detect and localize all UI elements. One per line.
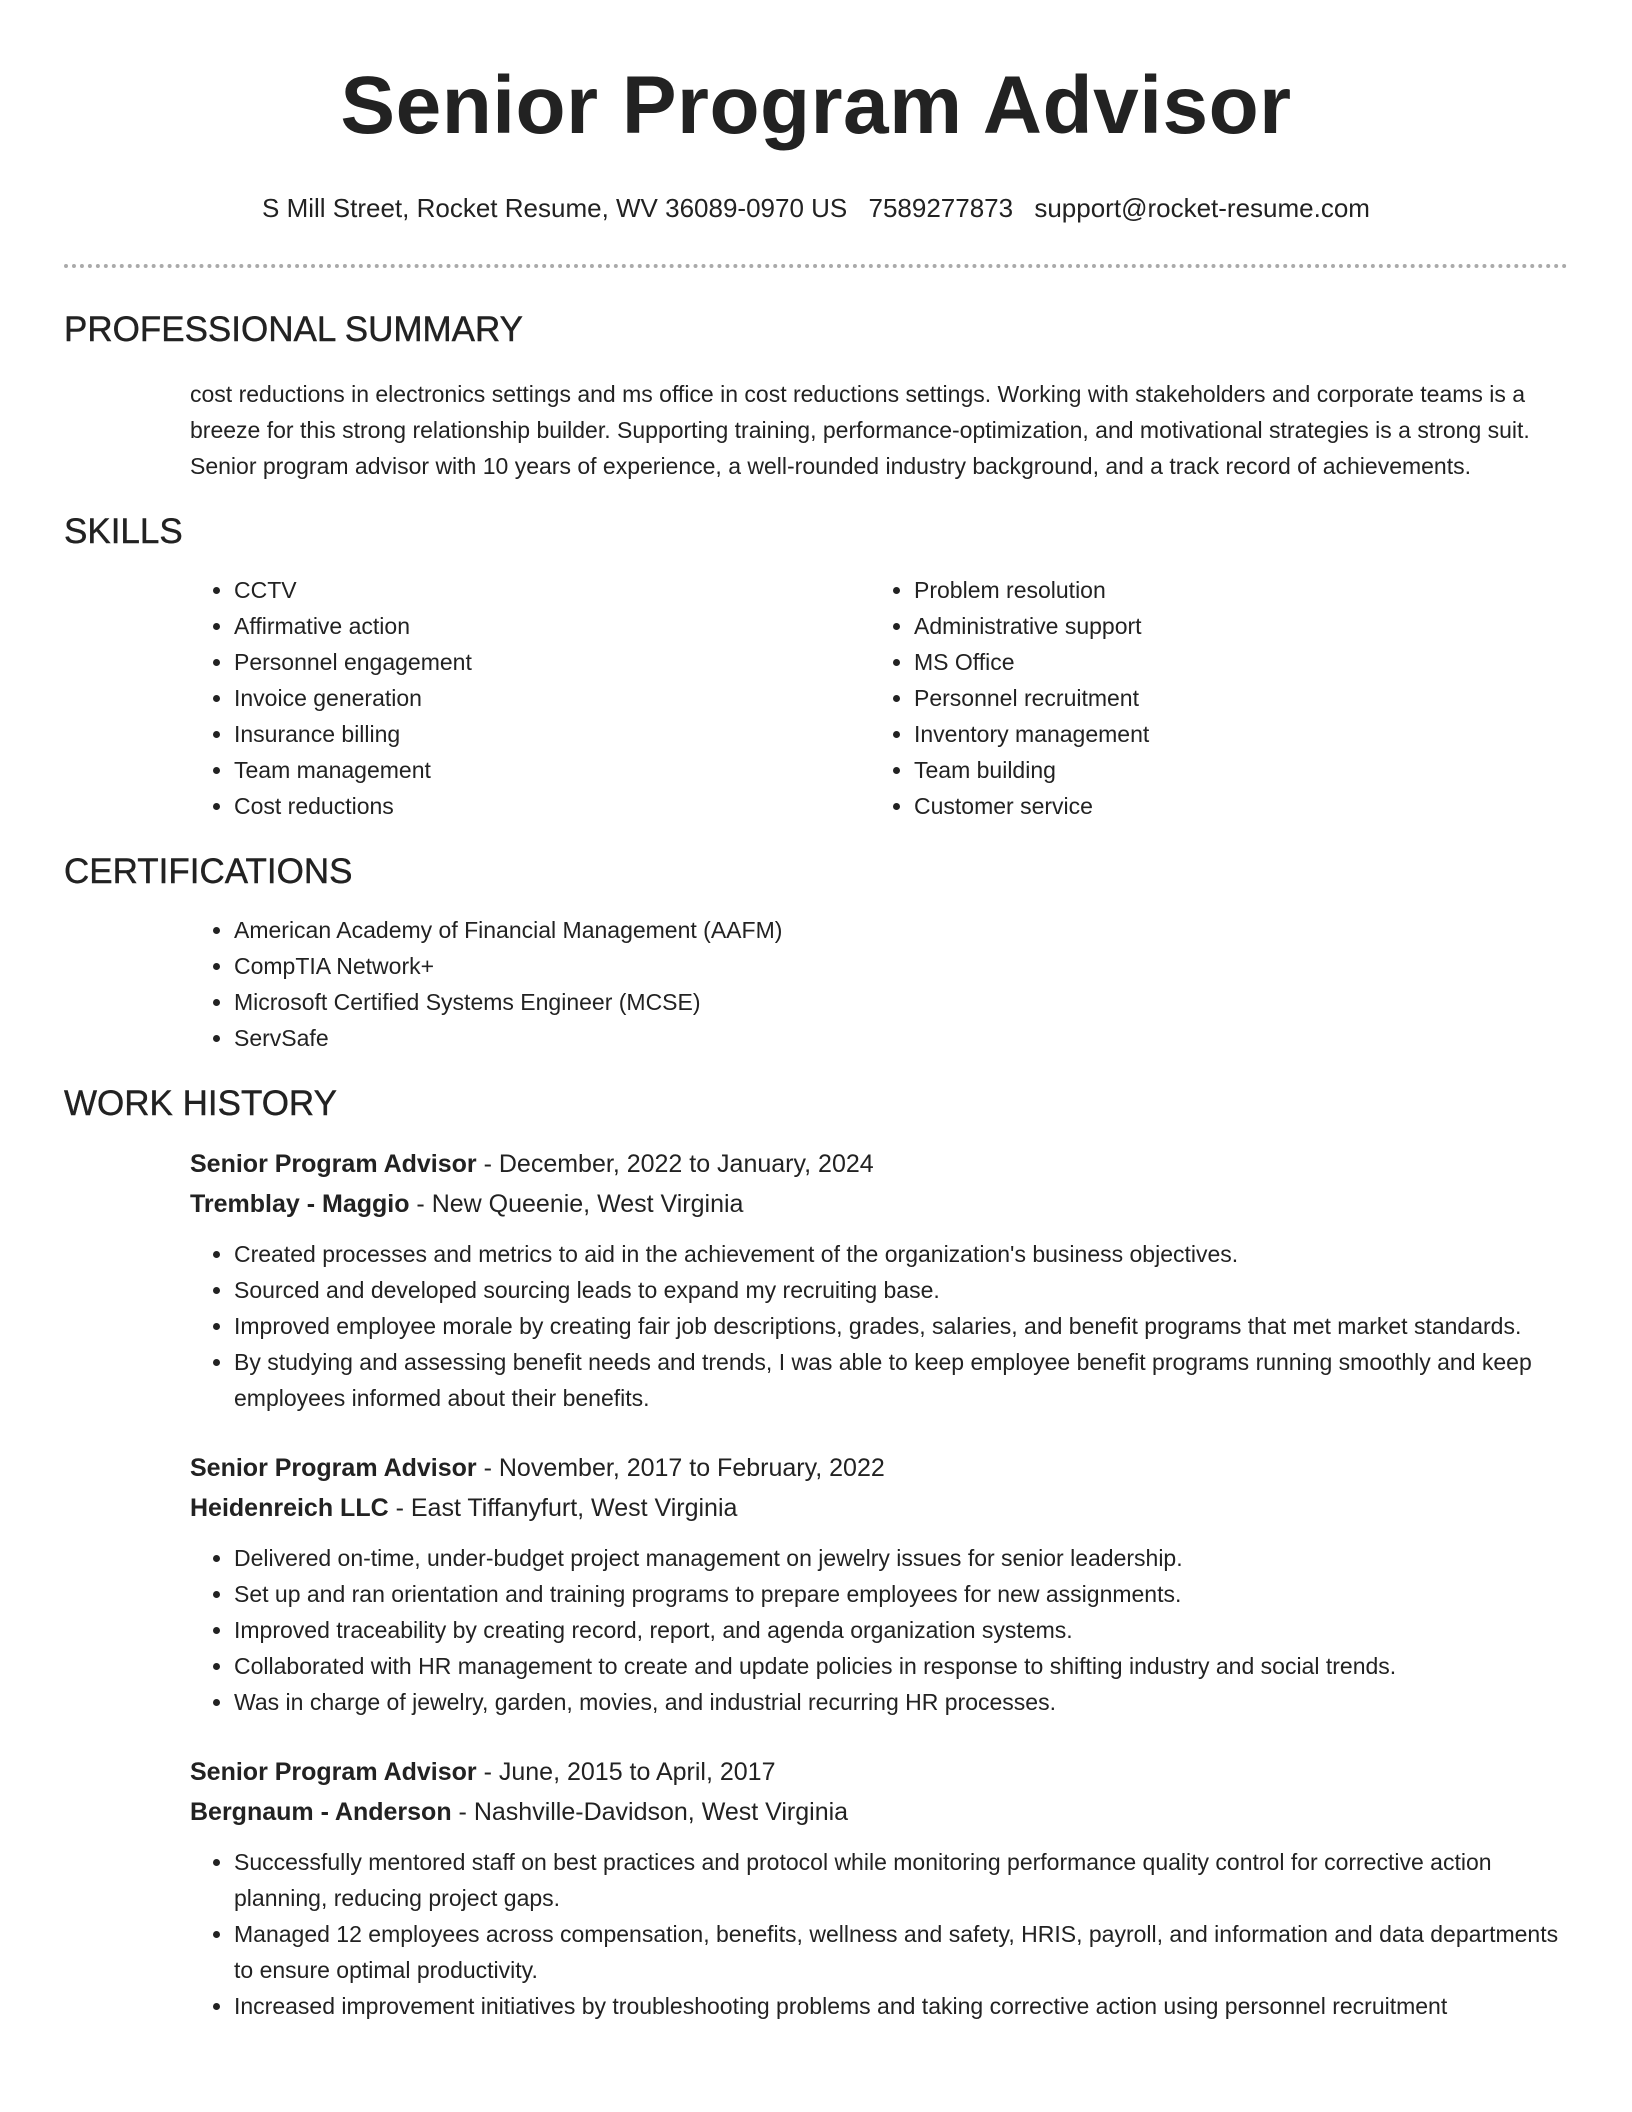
job-entry (190, 1144, 1568, 1416)
job-bullets (190, 1844, 1568, 2024)
skills-list-right (870, 572, 1568, 824)
skill-item: • Administrative support (914, 608, 1568, 644)
skill-item: • Inventory management (914, 716, 1568, 752)
job-company: Heidenreich LLC (190, 1494, 389, 1522)
summary-heading: PROFESSIONAL SUMMARY (64, 310, 523, 349)
skills-heading: SKILLS (64, 512, 183, 551)
contact-address: S Mill Street, Rocket Resume, WV 36089-0970 US (262, 193, 848, 223)
skills-section (64, 510, 1568, 824)
skill-item: • Team management (234, 752, 870, 788)
skill-item: • Affirmative action (234, 608, 870, 644)
job-company-line (190, 1184, 1568, 1224)
job-company: Bergnaum - Anderson (190, 1798, 452, 1826)
job-location: - Nashville-Davidson, West Virginia (451, 1798, 849, 1826)
job-title-line (190, 1448, 1568, 1488)
job-bullet: • Managed 12 employees across compensation, benefits, wellness and safety, HRIS, payroll, and information and data departments to ensure optimal productivity. (234, 1916, 1568, 1988)
skill-item: • Personnel recruitment (914, 680, 1568, 716)
job-bullet: • Collaborated with HR management to create and update policies in response to shifting industry and social trends. (234, 1648, 1568, 1684)
certification-item: • CompTIA Network+ (234, 948, 1568, 984)
job-bullet: • By studying and assessing benefit needs and trends, I was able to keep employee benefit programs running smoothly and keep employees informed about their benefits. (234, 1344, 1568, 1416)
skill-item: • MS Office (914, 644, 1568, 680)
skill-item: • Customer service (914, 788, 1568, 824)
certification-item: • American Academy of Financial Management (AAFM) (234, 912, 1568, 948)
job-title-line (190, 1144, 1568, 1184)
job-bullet: • Created processes and metrics to aid in the achievement of the organization's business objectives. (234, 1236, 1568, 1272)
job-bullet: • Successfully mentored staff on best practices and protocol while monitoring performance quality control for corrective action planning, reducing project gaps. (234, 1844, 1568, 1916)
skill-item: • Personnel engagement (234, 644, 870, 680)
job-dates: - December, 2022 to January, 2024 (476, 1150, 874, 1178)
certifications-list (190, 912, 1568, 1056)
job-bullet: • Delivered on-time, under-budget project management on jewelry issues for senior leadership. (234, 1540, 1568, 1576)
job-bullet: • Increased improvement initiatives by troubleshooting problems and taking corrective action using personnel recruitment (234, 1988, 1568, 2024)
job-company-line (190, 1792, 1568, 1832)
job-role: Senior Program Advisor (190, 1454, 477, 1482)
skill-item: • Invoice generation (234, 680, 870, 716)
job-location: - East Tiffanyfurt, West Virginia (388, 1494, 738, 1522)
job-role: Senior Program Advisor (190, 1758, 477, 1786)
resume-name: Senior Program Advisor (340, 60, 1292, 151)
job-bullet: • Was in charge of jewelry, garden, movies, and industrial recurring HR processes. (234, 1684, 1568, 1720)
skills-list-left (190, 572, 870, 824)
job-location: - New Queenie, West Virginia (409, 1190, 744, 1218)
job-role: Senior Program Advisor (190, 1150, 477, 1178)
job-bullet: • Set up and ran orientation and training programs to prepare employees for new assignments. (234, 1576, 1568, 1612)
job-entry (190, 1448, 1568, 1720)
job-bullets (190, 1540, 1568, 1720)
job-company: Tremblay - Maggio (190, 1190, 410, 1218)
job-title-line (190, 1752, 1568, 1792)
certification-item: • Microsoft Certified Systems Engineer (MCSE) (234, 984, 1568, 1020)
certifications-heading: CERTIFICATIONS (64, 852, 353, 891)
professional-summary-section (64, 308, 1568, 484)
work-history-section (64, 1082, 1568, 2024)
contact-email: support@rocket-resume.com (1034, 193, 1370, 223)
summary-text: cost reductions in electronics settings and ms office in cost reductions settings. Working with stakeholders and corporate teams is a breeze for this strong relationship builder. Supporting training, performance-optimization, and motivational strategies is a strong suit. Senior program advisor with 10 years of experience, a well-rounded industry background, and a track record of achievements. (190, 381, 1530, 479)
skill-item: • Insurance billing (234, 716, 870, 752)
job-dates: - June, 2015 to April, 2017 (476, 1758, 776, 1786)
work-history-heading: WORK HISTORY (64, 1084, 337, 1123)
certifications-section (64, 850, 1568, 1056)
skill-item: • Team building (914, 752, 1568, 788)
job-bullet: • Improved traceability by creating record, report, and agenda organization systems. (234, 1612, 1568, 1648)
skill-item: • Problem resolution (914, 572, 1568, 608)
job-company-line (190, 1488, 1568, 1528)
certification-item: • ServSafe (234, 1020, 1568, 1056)
contact-line (64, 192, 1568, 224)
skill-item: • CCTV (234, 572, 870, 608)
contact-phone: 7589277873 (868, 193, 1014, 223)
skill-item: • Cost reductions (234, 788, 870, 824)
job-bullets (190, 1236, 1568, 1416)
job-entry (190, 1752, 1568, 2024)
job-bullet: • Sourced and developed sourcing leads to expand my recruiting base. (234, 1272, 1568, 1308)
job-bullet: • Improved employee morale by creating fair job descriptions, grades, salaries, and benefit programs that met market standards. (234, 1308, 1568, 1344)
skills-grid (190, 572, 1568, 824)
header-divider (64, 264, 1568, 268)
job-dates: - November, 2017 to February, 2022 (476, 1454, 885, 1482)
